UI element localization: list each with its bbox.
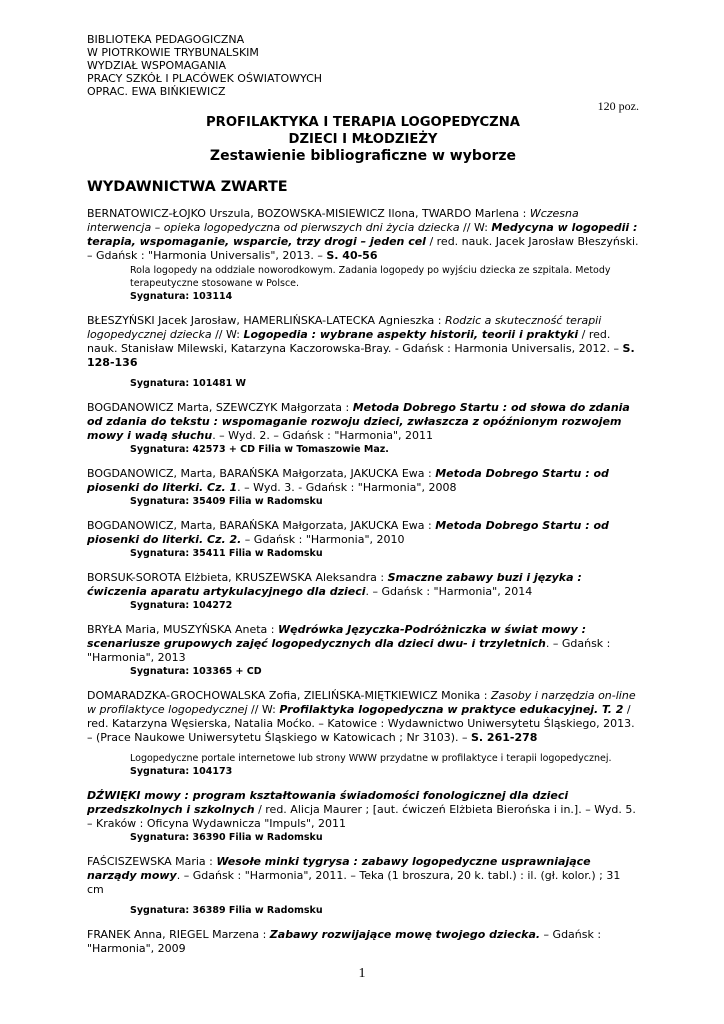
citation-segment: . – Gdańsk : "Harmonia", 2013 (87, 637, 611, 664)
citation-segment: / red. nauk. Jacek Jarosław Błeszyński. – Gdańsk : "Harmonia Universalis", 2013. – (87, 235, 639, 262)
bibliography-entry (87, 314, 639, 390)
entry-citation (87, 855, 639, 897)
entry-citation (87, 928, 639, 956)
citation-segment: Logopedia : wybrane aspekty historii, teorii i praktyki (243, 328, 579, 341)
entry-annotation: Rola logopedy na oddziale noworodkowym. Zadania logopedy po wyjściu dziecka ze szpitala. Metody terapeutyczne stosowane w Polsce. (130, 265, 611, 289)
citation-segment: . – Wyd. 3. - Gdańsk : "Harmonia", 2008 (237, 481, 457, 494)
citation-segment: Zasoby i narzędzia on-line w profilaktyce logopedycznej (87, 689, 636, 716)
citation-segment: Wesołe minki tygrysa : zabawy logopedyczne usprawniające narządy mowy (87, 855, 591, 882)
bibliography-entry (87, 855, 639, 917)
entry-citation (87, 689, 639, 745)
bibliography-entry (87, 928, 639, 956)
citation-segment: Wczesna interwencja – opieka logopedyczna od pierwszych dni życia dziecka (87, 207, 579, 234)
citation-segment: BORSUK-SOROTA Elżbieta, KRUSZEWSKA Aleksandra : (87, 571, 388, 584)
citation-segment: BOGDANOWICZ Marta, SZEWCZYK Małgorzata : (87, 401, 353, 414)
entry-citation (87, 571, 639, 599)
citation-segment: . – Gdańsk : "Harmonia", 2011. – Teka (1 broszura, 20 k. tabl.) : il. (gł. kolor.) ; 31 cm (87, 869, 621, 896)
bibliography-entry (87, 519, 639, 560)
citation-segment: BŁESZYŃSKI Jacek Jarosław, HAMERLIŃSKA-LATECKA Agnieszka : (87, 314, 445, 327)
entry-citation (87, 401, 639, 443)
entry-signature: Sygnatura: 104272 (130, 600, 233, 611)
bibliography-entry (87, 623, 639, 678)
bibliography-entry (87, 789, 639, 844)
bibliography-entry (87, 207, 639, 303)
entry-citation (87, 207, 639, 263)
entry-citation (87, 467, 639, 495)
citation-segment: / red. Katarzyna Węsierska, Natalia Moćko. – Katowice : Wydawnictwo Uniwersytetu Śląskiego, 2013. – (Prace Naukowe Uniwersytetu Śląskiego w Katowicach ; Nr 3103). – (87, 703, 635, 744)
title-subtitle: Zestawienie bibliograficzne w wyborze (209, 148, 517, 164)
citation-segment: BOGDANOWICZ, Marta, BARAŃSKA Małgorzata, JAKUCKA Ewa : (87, 519, 436, 532)
citation-segment: Wędrówka Języczka-Podróżniczka w świat mowy : scenariusze grupowych zajęć logopedycznych dla dzieci dwu- i trzyletnich (87, 623, 587, 650)
citation-segment: // W: (459, 221, 492, 234)
entry-signature: Sygnatura: 103114 (130, 291, 233, 302)
citation-segment: Zabawy rozwijające mowę twojego dziecka. (269, 928, 541, 941)
bibliography-entry (87, 571, 639, 612)
citation-segment: Rodzic a skuteczność terapii logopedycznej dziecka (87, 314, 602, 341)
citation-segment: / red. Alicja Maurer ; [aut. ćwiczeń Elżbieta Bierońska i in.]. – Wyd. 5. – Kraków : Oficyna Wydawnicza "Impuls", 2011 (87, 803, 636, 830)
citation-segment: . – Wyd. 2. – Gdańsk : "Harmonia", 2011 (212, 429, 434, 442)
citation-segment: BOGDANOWICZ, Marta, BARAŃSKA Małgorzata, JAKUCKA Ewa : (87, 467, 436, 480)
entry-citation (87, 314, 639, 370)
entry-signature: Sygnatura: 36389 Filia w Radomsku (130, 905, 323, 916)
section-heading: WYDAWNICTWA ZWARTE (87, 179, 288, 195)
document-page (87, 33, 639, 967)
citation-segment: – Gdańsk : "Harmonia", 2010 (241, 533, 405, 546)
entry-signature: Sygnatura: 104173 (130, 766, 233, 777)
header-line: PRACY SZKÓŁ I PLACÓWEK OŚWIATOWYCH (87, 72, 323, 85)
citation-segment: FAŚCISZEWSKA Maria : (87, 855, 217, 868)
citation-segment: Metoda Dobrego Startu : od piosenki do literki. Cz. 2. (87, 519, 609, 546)
page-number: 1 (358, 966, 366, 981)
bibliography-entry (87, 401, 639, 456)
institution-header (87, 33, 639, 98)
bibliography-list (87, 207, 639, 956)
citation-segment: S. 40-56 (326, 249, 378, 262)
citation-segment: // W: (247, 703, 280, 716)
bibliography-entry (87, 689, 639, 778)
entry-signature: Sygnatura: 36390 Filia w Radomsku (130, 832, 323, 843)
citation-segment: BRYŁA Maria, MUSZYŃSKA Aneta : (87, 623, 279, 636)
citation-segment: Smaczne zabawy buzi i języka : ćwiczenia aparatu artykulacyjnego dla dzieci (87, 571, 582, 598)
entry-citation (87, 519, 639, 547)
citation-segment: Medycyna w logopedii : terapia, wspomaganie, wsparcie, trzy drogi – jeden cel (87, 221, 638, 248)
entry-citation (87, 623, 639, 665)
entry-signature: Sygnatura: 42573 + CD Filia w Tomaszowie Maz. (130, 444, 389, 455)
entry-signature: Sygnatura: 103365 + CD (130, 666, 262, 677)
entry-annotation: Logopedyczne portale internetowe lub strony WWW przydatne w profilaktyce i terapii logopedycznej. (130, 753, 612, 764)
header-line: OPRAC. EWA BIŃKIEWICZ (87, 85, 226, 98)
citation-segment: DOMARADZKA-GROCHOWALSKA Zofia, ZIELIŃSKA-MIĘTKIEWICZ Monika : (87, 689, 491, 702)
citation-segment: . – Gdańsk : "Harmonia", 2014 (365, 585, 533, 598)
citation-segment: DŹWIĘKI mowy : program kształtowania świadomości fonologicznej dla dzieci przedszkolnych i szkolnych (87, 789, 569, 816)
citation-segment: / red. nauk. Stanisław Milewski, Katarzyna Kaczorowska-Bray. - Gdańsk : Harmonia Universalis, 2012. – (87, 328, 623, 355)
citation-segment: // W: (211, 328, 244, 341)
header-line: WYDZIAŁ WSPOMAGANIA (87, 59, 227, 72)
entry-citation (87, 789, 639, 831)
document-title (87, 114, 639, 165)
header-line: W PIOTRKOWIE TRYBUNALSKIM (87, 46, 259, 59)
title-line-2: DZIECI I MŁODZIEŻY (288, 132, 438, 147)
citation-segment: FRANEK Anna, RIEGEL Marzena : (87, 928, 270, 941)
header-line: BIBLIOTEKA PEDAGOGICZNA (87, 33, 245, 46)
entry-signature: Sygnatura: 101481 W (130, 378, 246, 389)
bibliography-entry (87, 467, 639, 508)
citation-segment: – Gdańsk : "Harmonia", 2009 (87, 928, 602, 955)
item-count: 120 poz. (597, 99, 639, 113)
entry-signature: Sygnatura: 35411 Filia w Radomsku (130, 548, 323, 559)
entry-signature: Sygnatura: 35409 Filia w Radomsku (130, 496, 323, 507)
citation-segment: Profilaktyka logopedyczna w praktyce edukacyjnej. T. 2 (279, 703, 624, 716)
citation-segment: BERNATOWICZ-ŁOJKO Urszula, BOZOWSKA-MISIEWICZ Ilona, TWARDO Marlena : (87, 207, 530, 220)
citation-segment: S. 261-278 (470, 731, 538, 744)
citation-segment: S. 128-136 (87, 342, 635, 369)
citation-segment: Metoda Dobrego Startu : od słowa do zdania od zdania do tekstu : wspomaganie rozwoju dzieci, zwłaszcza z opóźnionym rozwojem mowy i wadą słuchu (87, 401, 630, 442)
citation-segment: Metoda Dobrego Startu : od piosenki do literki. Cz. 1 (87, 467, 609, 494)
title-line-1: PROFILAKTYKA I TERAPIA LOGOPEDYCZNA (206, 115, 520, 130)
